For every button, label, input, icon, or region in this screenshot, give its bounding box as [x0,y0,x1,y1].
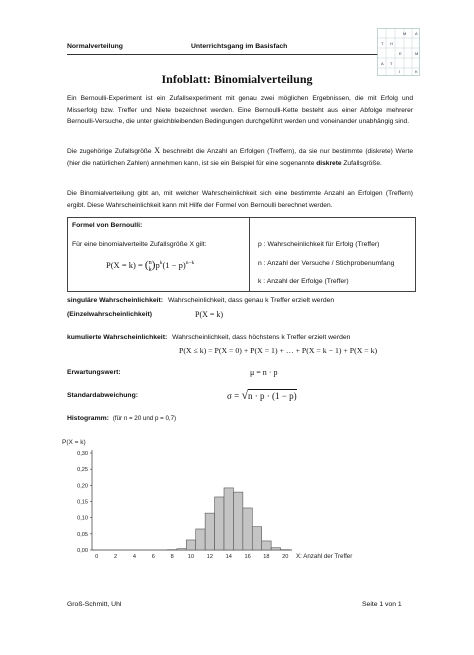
standardabweichung-formula: σ = √n · p · (1 − p) [227,388,297,402]
x-tick-label: 16 [244,554,251,560]
singular-line [67,297,334,304]
intro-paragraph: Ein Bernoulli-Experiment ist ein Zufallsexperiment mit genau zwei möglichen Ergebnissen, die mit Erfolg und Misserfolg bzw. Treffer und Niete bezeichnet werden. Eine Bernoulli-Kette besteht aus einer Abfolge mehrerer Bernoulli-Versuche, die unter gleichbleibenden Bedingungen durchgeführt werden und voneinander unabhängig sind. [67,95,413,125]
histogram-bar [271,548,280,550]
y-tick-label: 0,15 [77,499,88,506]
erwartungswert-formula: μ = n · p [250,368,278,377]
x-tick-label: 8 [170,554,174,560]
logo-letter: I [399,69,401,74]
logo-letter: M [415,51,419,56]
histogram-bar [196,529,205,550]
histogram-bar [215,497,224,550]
x-tick-label: 14 [225,554,232,560]
logo-letter: A [415,31,418,36]
y-tick-label: 0,25 [77,467,88,474]
singular-label: singuläre Wahrscheinlichkeit: [67,297,164,304]
footer-author: Groß-Schmitt, Uhl [67,601,122,608]
x-tick-label: 18 [263,554,270,560]
footer-page: Seite 1 von 1 [362,601,402,608]
binomial-paragraph: Die Binomialverteilung gibt an, mit welcher Wahrscheinlichkeit sich eine bestimmte Anzahl an Erfolgen (Treffern) ergibt. Diese Wahrscheinlichkeit kann mit Hilfe der Formel von Bernoulli berechnet werden. [67,190,413,209]
histogram-bar [252,527,261,550]
page-title: Infoblatt: Binomialverteilung [161,72,313,86]
legend-k: k : Anzahl der Erfolge (Treffer) [258,278,349,285]
histogramm-heading [67,415,176,422]
zg-text-post: Zufallsgröße. [341,159,382,167]
legend-p: p : Wahrscheinlichkeit für Erfolg (Treffer) [258,241,380,248]
histogram-bar [205,513,214,550]
binom-bottom: k [148,266,152,274]
legend-n: n : Anzahl der Versuche / Stichprobenumfang [258,260,395,267]
x-tick-label: 20 [282,554,289,560]
x-axis-label: X: Anzahl der Treffer [296,553,353,560]
histogramm-label: Histogramm: [67,415,109,422]
header-center: Unterrichtsgang im Basisfach [191,43,288,50]
x-tick-label: 12 [206,554,213,560]
histogram-bar [262,541,271,550]
singular-desc: Wahrscheinlichkeit, dass genau k Treffer erzielt werden [167,297,335,304]
zg-text-pre: Die zugehörige Zufallsgröße [67,148,155,155]
mathematik-logo [377,28,420,76]
kumuliert-line [67,334,350,341]
kumuliert-formula: P(X ≤ k) = P(X = 0) + P(X = 1) + … + P(X = k − 1) + P(X = k) [179,346,378,355]
bernoulli-formula: P(X = k) = (n $k)p^k(1 - p)^{n-k}$ [106,259,195,274]
logo-letter: H [390,41,393,46]
box-divider [249,218,250,291]
page-header [67,40,410,55]
zg-var: X [154,146,161,155]
sigma-symbol: σ = [227,391,240,401]
logo-letter: M [403,31,407,36]
header-left: Normalverteilung [67,43,123,50]
logo-letter: T [381,41,384,46]
formula-intro: Für eine binomialverteilte Zufallsgröße X gilt: [72,241,207,248]
y-tick-label: 0,05 [77,531,88,538]
binomial-histogram [60,430,360,565]
logo-letter: A [381,61,384,66]
y-tick-label: 0,10 [77,515,88,522]
histogram-bar [186,540,195,550]
zg-text-mid: beschreibt die Anzahl an Erfolgen (Treffern), da sie nur bestimmte (diskrete) Werte (hier die natürlichen Zahlen) annehmen kann, ist sie ein Beispiel für eine sogenannte [67,148,413,167]
x-tick-label: 6 [151,554,155,560]
y-tick-label: 0,20 [77,483,88,490]
histogramm-params: (für n = 20 und p = 0,7) [112,415,177,422]
standardabweichung-label: Standardabweichung: [67,392,138,399]
x-tick-label: 2 [114,554,118,560]
y-tick-label: 0,30 [77,451,88,457]
zg-bold: diskrete [316,159,342,167]
x-tick-label: 4 [132,554,136,560]
formula-heading: Formel von Bernoulli: [72,222,143,229]
histogram-bar [243,508,252,550]
kumuliert-desc: Wahrscheinlichkeit, dass höchstens k Treffer erzielt werden [172,334,351,341]
logo-letter: K [415,69,418,74]
binom-top: n [148,259,152,267]
x-tick-label: 0 [95,554,99,560]
histogram-bar [224,488,233,550]
sqrt-radicand: n · p · (1 − p) [248,391,297,401]
singular-formula: P(X = k) [195,310,224,319]
y-tick-label: 0,00 [77,548,88,554]
formula-rest: (1 − p) [162,260,186,270]
formula-lhs: P(X = k) = [106,260,143,270]
exp-nk: n−k [185,260,195,267]
histogram-bar [177,549,186,550]
logo-letter: E [399,51,402,56]
formula-p: p [155,260,160,270]
x-tick-label: 10 [187,554,195,560]
erwartungswert-label: Erwartungswert: [67,369,121,376]
bernoulli-formula-box [67,217,416,292]
logo-letter: T [390,61,393,66]
singular-label-2: (Einzelwahrscheinlichkeit) [67,311,152,318]
histogram-bar [233,492,242,550]
zufallsgroesse-paragraph [67,145,413,169]
y-axis-label: P(X = k) [62,439,86,446]
kumuliert-label: kumulierte Wahrscheinlichkeit: [67,334,168,341]
exp-k: k [159,260,163,267]
